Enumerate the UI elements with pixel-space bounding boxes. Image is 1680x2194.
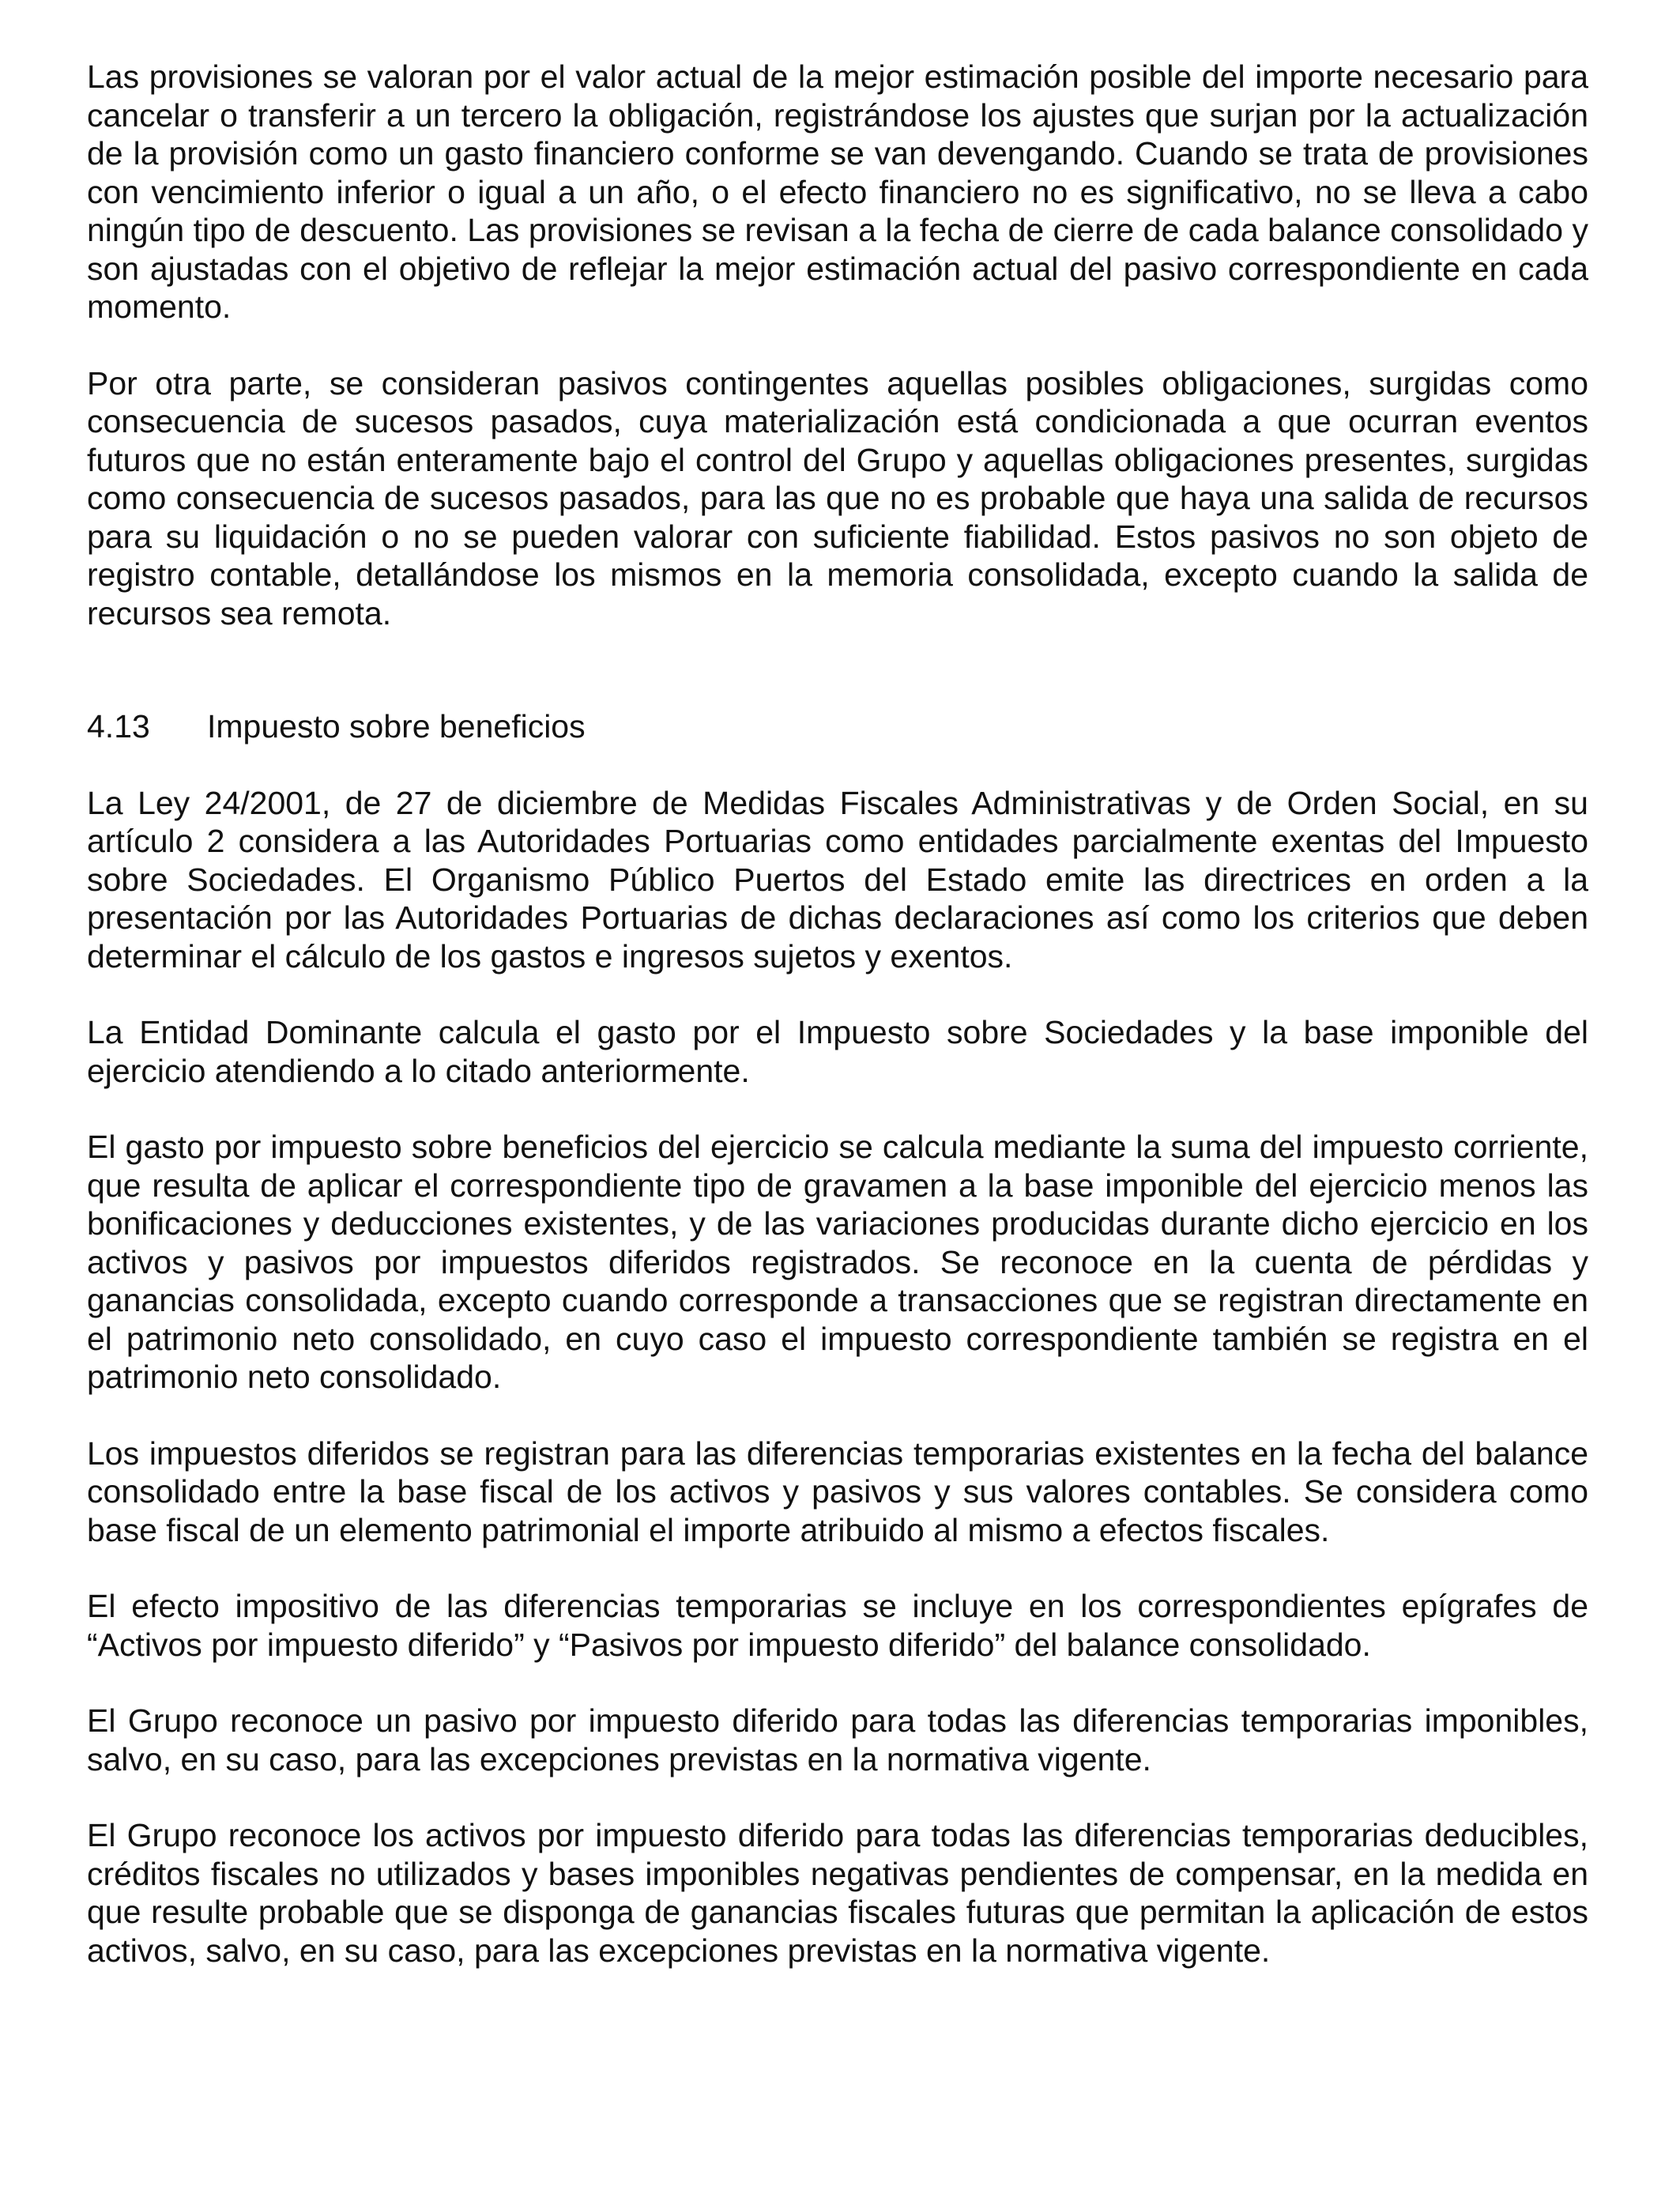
paragraph-impuestos-diferidos: Los impuestos diferidos se registran para las diferencias temporarias existentes en la fecha del balance consolidado entre la base fiscal de los activos y pasivos y sus valores contables. Se considera como base fiscal de un elemento patrimonial el importe atribuido al mismo a efectos fiscales.: [87, 1434, 1588, 1548]
paragraph-pasivo-diferido: El Grupo reconoce un pasivo por impuesto diferido para todas las diferencias temporarias imponibles, salvo, en su caso, para las excepciones previstas en la normativa vigente.: [87, 1702, 1588, 1777]
paragraph-activos-diferidos: El Grupo reconoce los activos por impuesto diferido para todas las diferencias temporarias deducibles, créditos fiscales no utilizados y bases imponibles negativas pendientes de compensar, en la medida en que resulte probable que se disponga de ganancias fiscales futuras que permitan la aplicación de estos activos, salvo, en su caso, para las excepciones previstas en la normativa vigente.: [87, 1817, 1588, 1969]
paragraph-entidad-dominante: La Entidad Dominante calcula el gasto por el Impuesto sobre Sociedades y la base imponible del ejercicio atendiendo a lo citado anteriormente.: [87, 1014, 1588, 1089]
section-number: 4.13: [87, 708, 150, 745]
paragraph-gasto-impuesto: El gasto por impuesto sobre beneficios del ejercicio se calcula mediante la suma del impuesto corriente, que resulta de aplicar el correspondiente tipo de gravamen a la base imponible del ejercicio menos las bonificaciones y deducciones existentes, y de las variaciones producidas durante dicho ejercicio en los activos y pasivos por impuestos diferidos registrados. Se reconoce en la cuenta de pérdidas y ganancias consolidada, excepto cuando corresponde a transacciones que se registran directamente en el patrimonio neto consolidado, en cuyo caso el impuesto correspondiente también se registra en el patrimonio neto consolidado.: [87, 1129, 1588, 1395]
document-page: [87, 58, 1588, 1970]
paragraph-pasivos-contingentes: Por otra parte, se consideran pasivos contingentes aquellas posibles obligaciones, surgidas como consecuencia de sucesos pasados, cuya materialización está condicionada a que ocurran eventos futuros que no están enteramente bajo el control del Grupo y aquellas obligaciones presentes, surgidas como consecuencia de sucesos pasados, para las que no es probable que haya una salida de recursos para su liquidación o no se pueden valorar con suficiente fiabilidad. Estos pasivos no son objeto de registro contable, detallándose los mismos en la memoria consolidada, excepto cuando la salida de recursos sea remota.: [87, 364, 1588, 631]
paragraph-provisiones-valoracion: Las provisiones se valoran por el valor actual de la mejor estimación posible del importe necesario para cancelar o transferir a un tercero la obligación, registrándose los ajustes que surjan por la actualización de la provisión como un gasto financiero conforme se van devengando. Cuando se trata de provisiones con vencimiento inferior o igual a un año, o el efecto financiero no es significativo, no se lleva a cabo ningún tipo de descuento. Las provisiones se revisan a la fecha de cierre de cada balance consolidado y son ajustadas con el objetivo de reflejar la mejor estimación actual del pasivo correspondiente en cada momento.: [87, 58, 1588, 325]
section-title: Impuesto sobre beneficios: [207, 708, 586, 745]
paragraph-efecto-impositivo: El efecto impositivo de las diferencias temporarias se incluye en los correspondientes epígrafes de “Activos por impuesto diferido” y “Pasivos por impuesto diferido” del balance consolidado.: [87, 1588, 1588, 1663]
paragraph-ley-24-2001: La Ley 24/2001, de 27 de diciembre de Medidas Fiscales Administrativas y de Orden Social, en su artículo 2 considera a las Autoridades Portuarias como entidades parcialmente exentas del Impuesto sobre Sociedades. El Organismo Público Puertos del Estado emite las directrices en orden a la presentación por las Autoridades Portuarias de dichas declaraciones así como los criterios que deben determinar el cálculo de los gastos e ingresos sujetos y exentos.: [87, 784, 1588, 974]
section-heading: [87, 707, 1588, 746]
